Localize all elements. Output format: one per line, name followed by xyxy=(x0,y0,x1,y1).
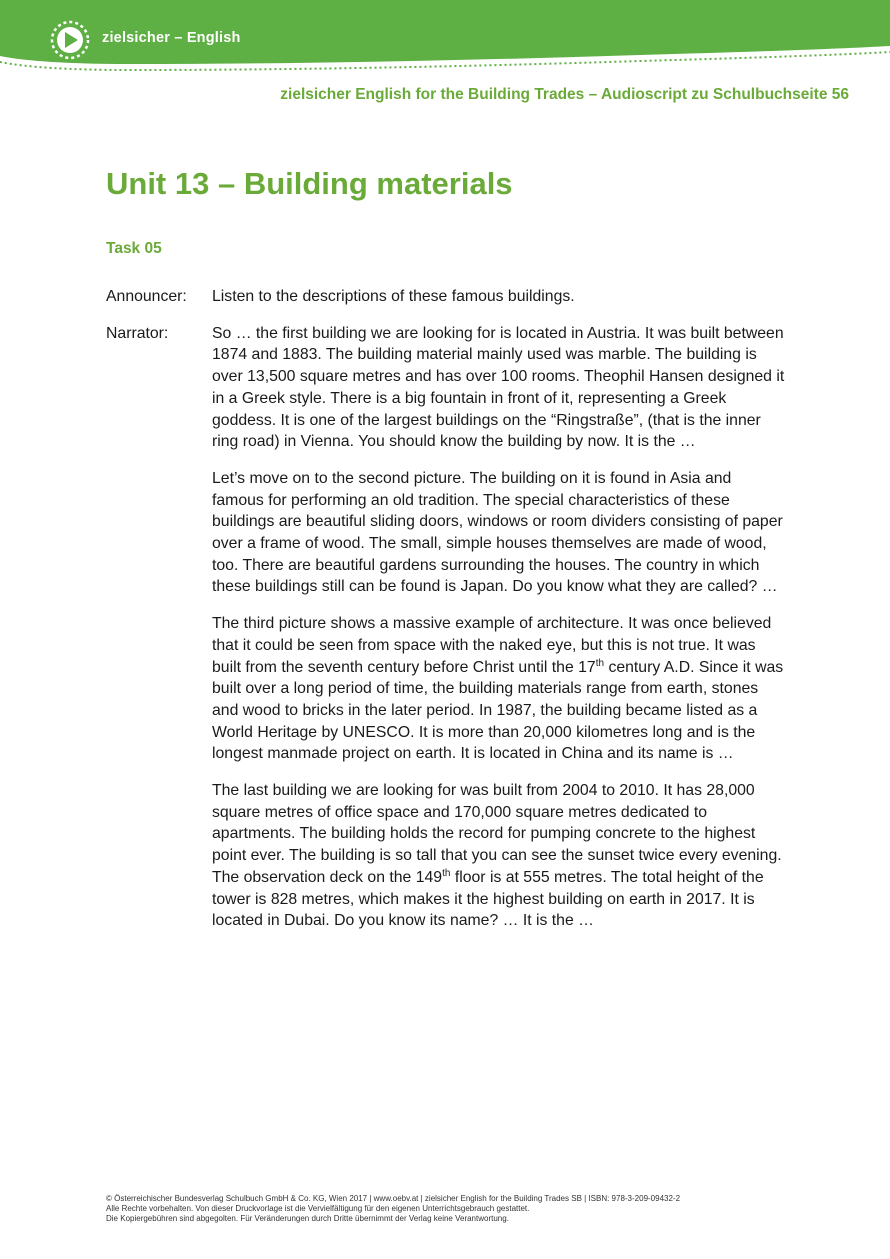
speech-paragraph xyxy=(212,286,786,308)
text-run: The third picture shows a massive example of architecture. It was once believed that it could be seen from space with the naked eye, but this is not true. It was built from the seventh century before Christ until the 17 xyxy=(212,615,772,676)
speech-text xyxy=(212,286,786,308)
speech-paragraph xyxy=(212,780,786,932)
speaker-label: Narrator: xyxy=(106,324,169,342)
footer-line: © Österreichischer Bundesverlag Schulbuch GmbH & Co. KG, Wien 2017 | www.oebv.at | zielsicher English for the Building Trades SB | ISBN: 978-3-209-09432-2 xyxy=(106,1194,681,1203)
text-run: So … the first building we are looking for is located in Austria. It was built between 1874 and 1883. The building material mainly used was marble. The building is over 13,500 square metres and has over 100 rooms. Theophil Hansen designed it in a Greek style. There is a big fountain in front of it, representing a Greek goddess. It is one of the largest buildings on the “Ringstraße”, (that is the inner ring road) in Vienna. You should know the building by now. It is the … xyxy=(212,324,785,451)
text-run: Let’s move on to the second picture. The building on it is found in Asia and famous for performing an old tradition. The special characteristics of these buildings are beautiful sliding doors, windows or room dividers consisting of paper over a frame of wood. The small, simple houses themselves are made of wood, too. There are beautiful gardens surrounding the houses. The country in which these buildings still can be found is Japan. Do you know what they are called? … xyxy=(212,469,783,596)
text-run: Listen to the descriptions of these famous buildings. xyxy=(212,288,575,305)
script-entry xyxy=(106,286,796,308)
task-label: Task 05 xyxy=(106,240,162,257)
text-run: The last building we are looking for was built from 2004 to 2010. It has 28,000 square metres of office space and 170,000 square metres dedicated to apartments. The building holds the record for pumping concrete to the highest point ever. The building is so tall that you can see the sunset twice every evening. The observation deck on the 149 xyxy=(212,782,782,886)
speech-paragraph xyxy=(212,323,786,453)
ordinal-suffix: th xyxy=(595,657,605,669)
ordinal-suffix: th xyxy=(442,867,451,879)
footer-line: Die Kopiergebühren sind abgegolten. Für Veränderungen durch Dritte übernimmt der Verlag keine Verantwortung. xyxy=(106,1214,509,1224)
logo-text: zielsicher – English xyxy=(102,30,241,46)
footer-line: Alle Rechte vorbehalten. Von dieser Druckvorlage ist die Vervielfältigung für den eigenen Unterrichtsgebrauch gestattet. xyxy=(106,1204,530,1214)
audioscript xyxy=(106,286,796,932)
text-run: century A.D. Since it was built over a long period of time, the building materials range from earth, stones and wood to bricks in the later period. In 1987, the building became listed as a World Heritage by UNESCO. It is more than 20,000 kilometres long and is the longest manmade project on earth. It is located in China and its name is … xyxy=(212,658,784,763)
script-entry xyxy=(106,323,796,932)
speech-paragraph xyxy=(212,613,786,765)
running-header: zielsicher English for the Building Trades – Audioscript zu Schulbuchseite 56 xyxy=(280,86,849,103)
header-banner xyxy=(0,0,890,80)
copyright-footer xyxy=(106,1194,806,1225)
speaker-label: Announcer: xyxy=(106,288,187,305)
text-run: floor is at 555 metres. The total height of the tower is 828 metres, which makes it the highest building on earth in 2017. It is located in Dubai. Do you know its name? … It is the … xyxy=(212,868,764,930)
speech-paragraph xyxy=(212,468,786,598)
speech-text xyxy=(212,323,786,932)
page-title: Unit 13 – Building materials xyxy=(106,166,513,201)
